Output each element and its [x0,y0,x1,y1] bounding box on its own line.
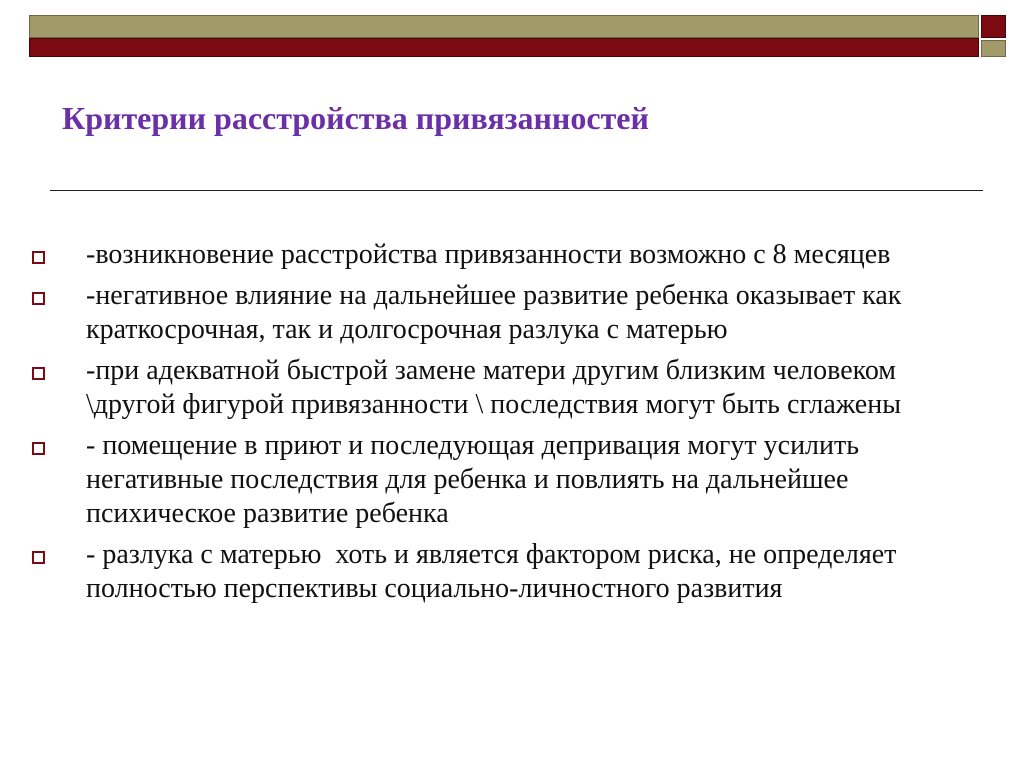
square-bullet-icon [32,367,45,380]
square-bullet-icon [32,292,45,305]
square-bullet-icon [32,251,45,264]
bullet-list [30,238,990,613]
bullet-item [30,429,990,531]
header-decor-square-olive [981,40,1006,57]
square-bullet-icon [32,442,45,455]
title-divider [50,190,983,191]
bullet-item [30,538,990,606]
header-decor-bar-olive [29,15,979,38]
bullet-text: - разлука с матерью хоть и является фактором риска, не определяет полностью перспективы социально-личностного развития [86,539,904,604]
bullet-item [30,279,990,347]
bullet-text: -при адекватной быстрой замене матери другим близким человеком \другой фигурой привязанности \ последствия могут быть сглажены [86,355,904,420]
bullet-item [30,354,990,422]
bullet-text: -негативное влияние на дальнейшее развитие ребенка оказывает как краткосрочная, так и долгосрочная разлука с матерью [86,280,909,345]
header-decor-bar-maroon [29,38,979,57]
header-decor-square-maroon [981,15,1006,38]
bullet-text: -возникновение расстройства привязанности возможно с 8 месяцев [86,239,891,270]
bullet-text: - помещение в приют и последующая депривация могут усилить негативные последствия для ребенка и повлиять на дальнейшее психическое развитие ребенка [86,430,867,529]
bullet-item [30,238,990,272]
square-bullet-icon [32,551,45,564]
slide-title: Критерии расстройства привязанностей [62,100,649,136]
